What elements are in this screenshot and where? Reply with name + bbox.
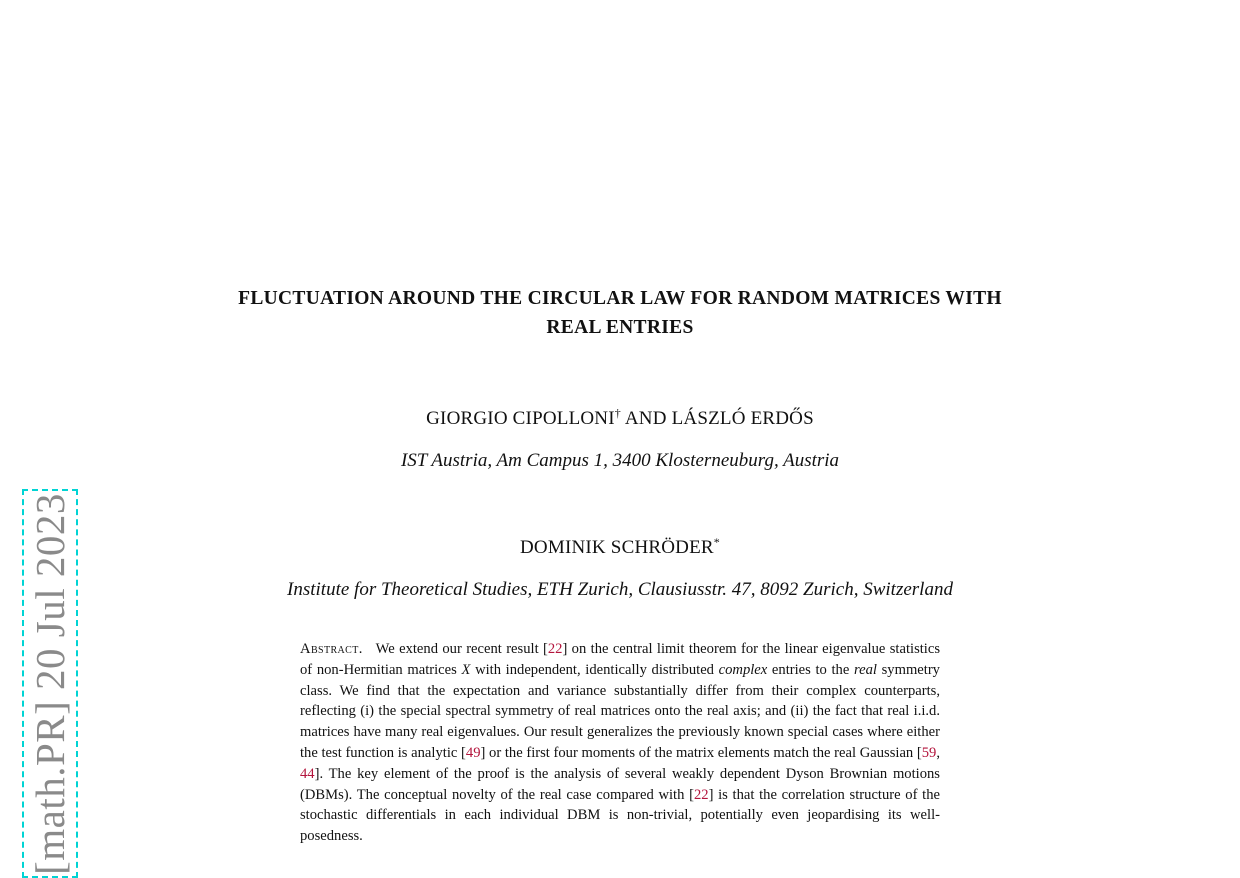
paper-title-line-1: FLUCTUATION AROUND THE CIRCULAR LAW FOR RANDOM MATRICES WITH	[238, 288, 1002, 309]
author-line-2	[200, 535, 1040, 559]
math-variable-x: X	[461, 661, 471, 678]
abstract	[300, 639, 940, 847]
author-footnote-mark-star: *	[713, 535, 720, 549]
affiliation-2: Institute for Theoretical Studies, ETH Zurich, Clausiusstr. 47, 8092 Zurich, Switzerland	[287, 579, 953, 600]
author-name-erdos: LÁSZLÓ ERDŐS	[671, 408, 814, 429]
abstract-text: ]. The key element of the proof is the analysis of several weakly dependent Dyson Brownian motions (DBMs). The conceptual novelty of the real case compared with [	[300, 765, 940, 803]
emphasis-complex: complex	[718, 661, 768, 678]
abstract-text: with independent, identically distributed	[470, 661, 719, 678]
citation-link[interactable]: 22	[547, 641, 563, 657]
paper-title-line-2: REAL ENTRIES	[546, 317, 694, 338]
abstract-text: ] or the first four moments of the matrix elements match the real Gaussian [	[480, 744, 922, 761]
citation-link[interactable]: 49	[465, 744, 481, 761]
citation-separator: ,	[936, 744, 940, 761]
author-name-schroder: DOMINIK SCHRÖDER	[520, 537, 714, 558]
abstract-text: ] is that the correlation structure of the stochastic differentials in each individual DBM is non-trivial, potentially even jeopardising its well-posedness.	[300, 786, 940, 845]
abstract-text: ] on the central limit theorem for the linear eigenvalue statistics of non-Hermitian matrices	[300, 641, 941, 678]
citation-link[interactable]: 22	[693, 786, 709, 803]
author-name-cipolloni: GIORGIO CIPOLLONI	[426, 408, 615, 429]
paper-title	[200, 284, 1040, 342]
abstract-text: entries to the	[767, 661, 854, 678]
affiliation-1: IST Austria, Am Campus 1, 3400 Klosterneuburg, Austria	[400, 450, 840, 471]
abstract-text: symmetry class. We find that the expectation and variance substantially differ from their complex counterparts, reflecting (i) the special spectral symmetry of real matrices onto the real axis; and (ii) the fact that real i.i.d. matrices have many real eigenvalues. Our result generalizes the previously known special cases where either the test function is analytic [	[300, 661, 940, 761]
citation-link[interactable]: 59	[921, 744, 937, 761]
abstract-text: We extend our recent result [	[375, 641, 548, 657]
arxiv-stamp-text: [math.PR] 20 Jul 2023	[27, 492, 73, 875]
citation-link[interactable]: 44	[300, 765, 315, 782]
author-line-1	[200, 406, 1040, 430]
arxiv-stamp	[22, 489, 78, 878]
emphasis-real: real	[853, 661, 877, 678]
author-conjunction: AND	[620, 408, 672, 429]
author-footnote-mark-dagger: †	[614, 406, 621, 420]
abstract-label: Abstract.	[300, 641, 363, 657]
